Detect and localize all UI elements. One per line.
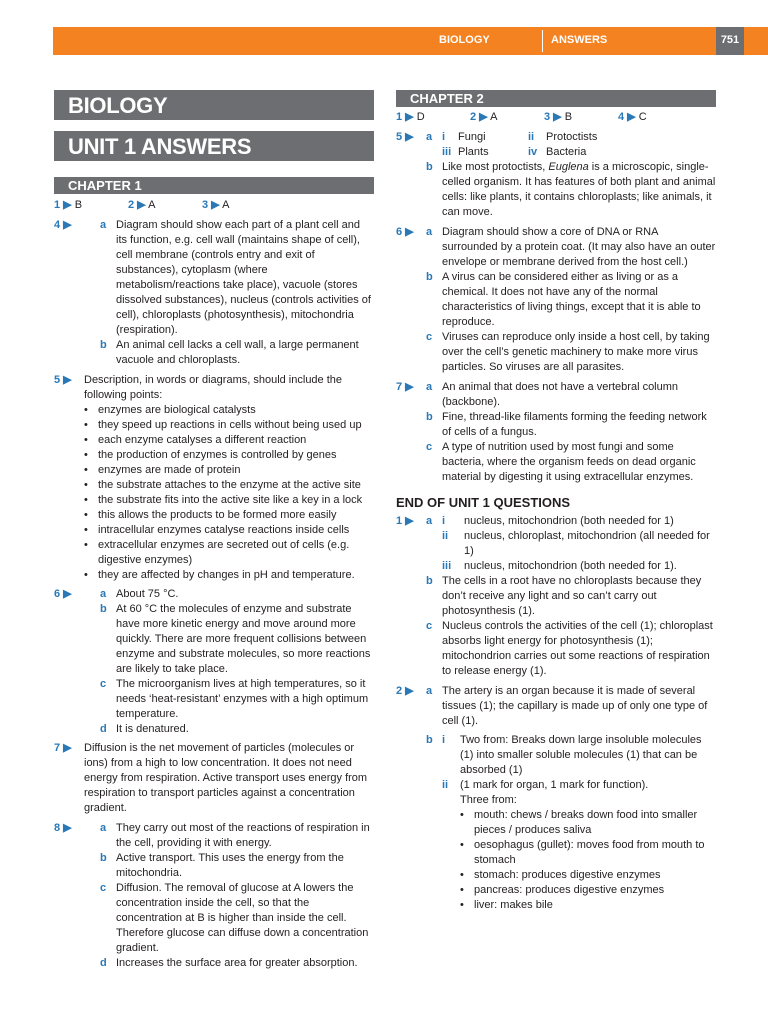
- answer: B: [564, 111, 573, 123]
- answer-text: (1 mark for organ, 1 mark for function).: [460, 779, 649, 791]
- answer: A: [490, 111, 498, 123]
- answer: D: [416, 111, 425, 123]
- part-label: b: [100, 603, 107, 615]
- answer-text: Fine, thread-like filaments forming the feeding network of cells of a fungus.: [442, 411, 707, 438]
- roman-label: ii: [528, 131, 535, 143]
- answer-text: Nucleus controls the activities of the cell (1); chloroplast absorbs light energy for photosynthesis (1); mitochondrion carries out some reactions of respiration to release energy (1).: [442, 620, 713, 677]
- bullet-item: • enzymes are made of protein: [84, 463, 374, 478]
- part-label: c: [426, 331, 433, 343]
- answer: C: [638, 111, 647, 123]
- roman-label: i: [442, 734, 446, 746]
- eou-q1: [396, 514, 716, 679]
- answer-text: Diagram should show a core of DNA or RNA surrounded by a protein coat. (It may also have an outer envelope or membrane derived from the host cell.): [442, 226, 716, 268]
- answer-text: About 75 °C.: [116, 588, 179, 600]
- part-label: b: [426, 734, 433, 746]
- roman-label: i: [442, 131, 446, 143]
- chapter-2-heading: CHAPTER 2: [396, 90, 716, 107]
- bullet-item: • this allows the products to be formed more easily: [84, 508, 374, 523]
- part-label: a: [426, 226, 433, 238]
- right-column: [396, 90, 716, 913]
- q-number: 6 ▶: [54, 588, 72, 600]
- answer-text: They carry out most of the reactions of respiration in the cell, providing it with energy.: [116, 822, 370, 849]
- part-label: c: [100, 882, 107, 894]
- bullet-item: • oesophagus (gullet): moves food from mouth to stomach: [460, 838, 716, 868]
- page-number-box: [716, 27, 744, 55]
- answer-text: Viruses can reproduce only inside a host cell, by taking over the cell’s genetic machinery to make more virus particles. So viruses are all parasites.: [442, 331, 710, 373]
- ch1-q6: [54, 587, 374, 737]
- answer-text: Diffusion. The removal of glucose at A lowers the concentration inside the cell, so that the concentration at B is higher than inside the cell. Therefore glucose can diffuse down a concentration gradient.: [116, 882, 369, 954]
- unit-title: UNIT 1 ANSWERS: [54, 131, 374, 161]
- part-label: c: [100, 678, 107, 690]
- q-number: 3 ▶: [544, 111, 562, 123]
- q-number: 4 ▶: [618, 111, 636, 123]
- part-label: a: [100, 219, 107, 231]
- answer-text: A type of nutrition used by most fungi and some bacteria, where the organism feeds on dead organic material by digesting it using extracellular enzymes.: [442, 441, 696, 483]
- q-number: 1 ▶: [396, 515, 414, 527]
- answer-text: An animal cell lacks a cell wall, a large permanent vacuole and chloroplasts.: [116, 339, 359, 366]
- q-number: 2 ▶: [396, 685, 414, 697]
- roman-label: iii: [442, 560, 452, 572]
- bullet-item: • liver: makes bile: [460, 898, 716, 913]
- answer-text: The artery is an organ because it is made of several tissues (1); the capillary is made up of only one type of cell (1).: [442, 685, 708, 727]
- ch2-q5: [396, 130, 716, 220]
- answer-text: The microorganism lives at high temperatures, so it needs ‘heat-resistant’ enzymes with a high optimum temperature.: [116, 678, 369, 720]
- bullet-item: • mouth: chews / breaks down food into smaller pieces / produces saliva: [460, 808, 716, 838]
- answer-text: Protoctists: [546, 131, 598, 143]
- answer-text: Bacteria: [546, 146, 587, 158]
- bullet-item: • the substrate attaches to the enzyme at the active site: [84, 478, 374, 493]
- header-section: ANSWERS: [551, 34, 608, 46]
- answer: A: [148, 199, 156, 211]
- part-label: b: [100, 852, 107, 864]
- bullet-item: • stomach: produces digestive enzymes: [460, 868, 716, 883]
- q-number: 1 ▶: [396, 111, 414, 123]
- answer-text: Two from: Breaks down large insoluble molecules (1) into smaller soluble molecules (1) that can be absorbed (1): [460, 734, 702, 776]
- part-label: a: [426, 381, 433, 393]
- answer-text: Three from:: [460, 794, 517, 806]
- part-label: a: [426, 515, 433, 527]
- q-number: 4 ▶: [54, 219, 72, 231]
- ch1-q8: [54, 821, 374, 971]
- part-label: a: [426, 685, 433, 697]
- part-label: a: [426, 131, 433, 143]
- roman-label: iv: [528, 146, 538, 158]
- eou-q2: [396, 684, 716, 913]
- answer-text: Active transport. This uses the energy from the mitochondria.: [116, 852, 344, 879]
- answer-text: nucleus, chloroplast, mitochondrion (all needed for 1): [464, 530, 710, 557]
- part-label: a: [100, 822, 107, 834]
- bullet-list: [84, 403, 374, 583]
- answer: B: [74, 199, 83, 211]
- bullet-item: • they speed up reactions in cells without being used up: [84, 418, 374, 433]
- answer-text: Fungi: [458, 131, 486, 143]
- answer-text: Plants: [458, 146, 489, 158]
- part-label: b: [426, 575, 433, 587]
- q-number: 5 ▶: [54, 374, 72, 386]
- header-subject: BIOLOGY: [439, 34, 490, 46]
- q-number: 8 ▶: [54, 822, 72, 834]
- bullet-item: • intracellular enzymes catalyse reactions inside cells: [84, 523, 374, 538]
- ch2-q6: [396, 225, 716, 375]
- ch1-mcq-row: [54, 198, 374, 213]
- bullet-item: • enzymes are biological catalysts: [84, 403, 374, 418]
- answer-text: Increases the surface area for greater absorption.: [116, 957, 358, 969]
- roman-label: ii: [442, 779, 449, 791]
- header-bar: [53, 27, 768, 55]
- answer-text: nucleus, mitochondrion (both needed for 1).: [464, 560, 677, 572]
- roman-label: iii: [442, 146, 452, 158]
- part-label: b: [100, 339, 107, 351]
- answer-text: Like most protoctists, Euglena is a microscopic, single-celled organism. It has features of both plant and animal cells: like plants, it contains chloroplasts; like animals, it can move.: [442, 161, 716, 218]
- bullet-item: • the substrate fits into the active site like a key in a lock: [84, 493, 374, 508]
- ch2-q7: [396, 380, 716, 485]
- part-label: d: [100, 957, 107, 969]
- ch2-mcq-row: [396, 110, 716, 125]
- part-label: b: [426, 161, 433, 173]
- ch1-q4: [54, 218, 374, 368]
- q-number: 2 ▶: [128, 199, 146, 211]
- answer-text: An animal that does not have a vertebral column (backbone).: [442, 381, 679, 408]
- answer-text: Diagram should show each part of a plant cell and its function, e.g. cell wall (maintains shape of cell), cell membrane (controls entry and exit of substances), cytoplasm (where metabolism/reactions take place), vacuole (stores dissolved substances), nucleus (controls activities of cell), chloroplasts (photosynthesis), mitochondria (respiration).: [116, 219, 371, 336]
- part-label: b: [426, 271, 433, 283]
- q-number: 5 ▶: [396, 131, 414, 143]
- q-number: 1 ▶: [54, 199, 72, 211]
- answer-text: A virus can be considered either as living or as a chemical. It does not have any of the normal characteristics of living things, except that it is able to reproduce.: [442, 271, 701, 328]
- page-number: 751: [720, 34, 740, 46]
- header-divider: [542, 30, 543, 52]
- bullet-item: • the production of enzymes is controlled by genes: [84, 448, 374, 463]
- chapter-1-heading: CHAPTER 1: [54, 177, 374, 194]
- q-number: 2 ▶: [470, 111, 488, 123]
- answer-text: The cells in a root have no chloroplasts because they don’t receive any light and so can’t carry out photosynthesis (1).: [442, 575, 702, 617]
- q-number: 7 ▶: [54, 742, 72, 754]
- part-label: b: [426, 411, 433, 423]
- answer-text: Description, in words or diagrams, should include the following points:: [84, 374, 343, 401]
- page-title: BIOLOGY: [54, 90, 374, 120]
- answer-text: At 60 °C the molecules of enzyme and substrate have more kinetic energy and move around more quickly. There are more frequent collisions between enzyme and substrate molecules, so more reactions are likely to take place.: [116, 603, 371, 675]
- part-label: c: [426, 441, 433, 453]
- bullet-item: • each enzyme catalyses a different reaction: [84, 433, 374, 448]
- part-label: d: [100, 723, 107, 735]
- left-column: [54, 90, 374, 971]
- end-of-unit-heading: END OF UNIT 1 QUESTIONS: [396, 495, 571, 510]
- ch1-q7: [54, 741, 374, 816]
- bullet-list: [460, 808, 716, 913]
- roman-label: i: [442, 515, 446, 527]
- answer: A: [222, 199, 230, 211]
- bullet-item: • extracellular enzymes are secreted out of cells (e.g. digestive enzymes): [84, 538, 374, 568]
- answer-text: Diffusion is the net movement of particles (molecules or ions) from a high to low concentration. It does not need energy from respiration. Active transport uses energy from respiration to transport particles against a concentration gradient.: [84, 742, 368, 814]
- q-number: 3 ▶: [202, 199, 220, 211]
- answer-text: It is denatured.: [116, 723, 189, 735]
- q-number: 6 ▶: [396, 226, 414, 238]
- q-number: 7 ▶: [396, 381, 414, 393]
- roman-label: ii: [442, 530, 449, 542]
- answer-text: nucleus, mitochondrion (both needed for 1): [464, 515, 674, 527]
- bullet-item: • they are affected by changes in pH and temperature.: [84, 568, 374, 583]
- bullet-item: • pancreas: produces digestive enzymes: [460, 883, 716, 898]
- part-label: a: [100, 588, 107, 600]
- ch1-q5: [54, 373, 374, 583]
- part-label: c: [426, 620, 433, 632]
